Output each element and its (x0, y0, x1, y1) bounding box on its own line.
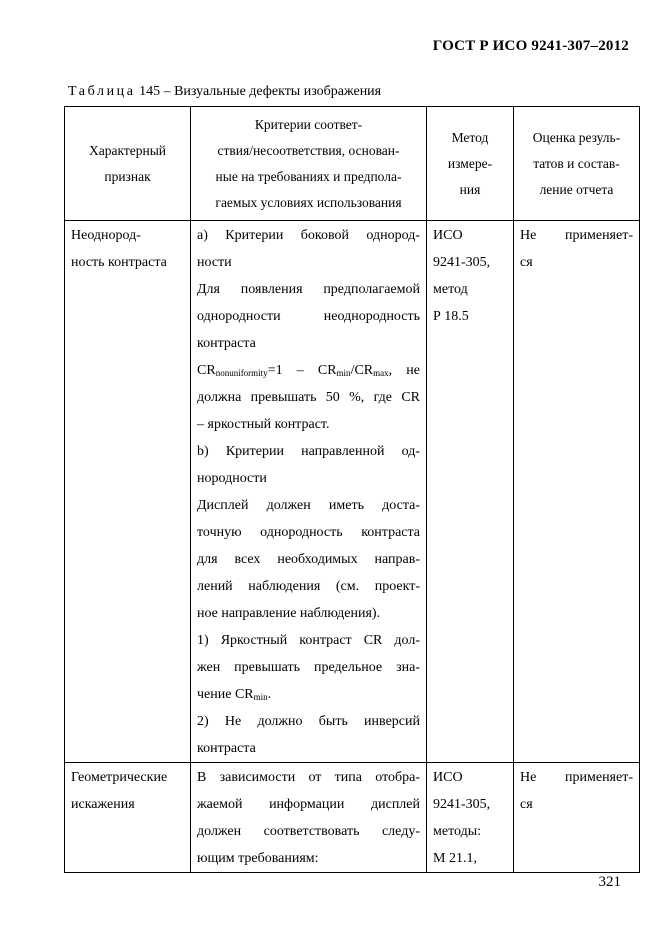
row2-method: ИСО 9241-305, методы: М 21.1, (427, 763, 514, 873)
page-number: 321 (598, 874, 621, 890)
header-criteria: Критерии соответ- ствия/несоответствия, основан- ные на требованиях и предпола- гаемых условиях использования (191, 107, 427, 221)
caption-number: 145 (139, 84, 161, 99)
row1-method: ИСО 9241-305, метод Р 18.5 (427, 221, 514, 763)
crmin-line: чение $CR_{min}$. (197, 687, 272, 702)
header-evaluation: Оценка резуль- татов и состав- ление отчета (514, 107, 640, 221)
table-row (65, 763, 640, 873)
row2-feature: Геометрические искажения (65, 763, 191, 873)
table-row (65, 221, 640, 763)
formula-line: $CR_{nonuniformity}=1 - CR_{min}/CR_{max}$, не (197, 363, 420, 378)
header-row (65, 107, 640, 221)
defects-table (64, 106, 640, 873)
caption-label: Таблица (68, 84, 136, 99)
row2-evaluation: Не применяет- ся (514, 763, 640, 873)
table-caption (68, 84, 381, 100)
caption-title: – Визуальные дефекты изображения (160, 84, 382, 99)
row1-feature: Неоднород- ность контраста (65, 221, 191, 763)
row1-criteria: а) Критерии боковой однород- ности Для появления предполагаемой однородности неоднородность контраста $CR_{nonuniformity}=1 - CR_{min}/CR_{max}$, не должна превышать 50 %, где CR – яркостный контраст. b) Критерии направленной од- нородности Дисплей должен иметь доста- точную однородность контраста для всех необходимых направ- лений наблюдения (см. проект- ное направление наблюдения). 1) Яркостный контраст CR дол- жен превышать предельное зна- чение $CR_{min}$. 2) Не должно быть инверсий контраста (191, 221, 427, 763)
header-method: Метод измере- ния (427, 107, 514, 221)
standard-header: ГОСТ Р ИСО 9241-307–2012 (432, 38, 629, 54)
row1-evaluation: Не применяет- ся (514, 221, 640, 763)
header-feature: Характерный признак (65, 107, 191, 221)
row2-criteria: В зависимости от типа отобра- жаемой информации дисплей должен соответствовать следу- ющим требованиям: (191, 763, 427, 873)
